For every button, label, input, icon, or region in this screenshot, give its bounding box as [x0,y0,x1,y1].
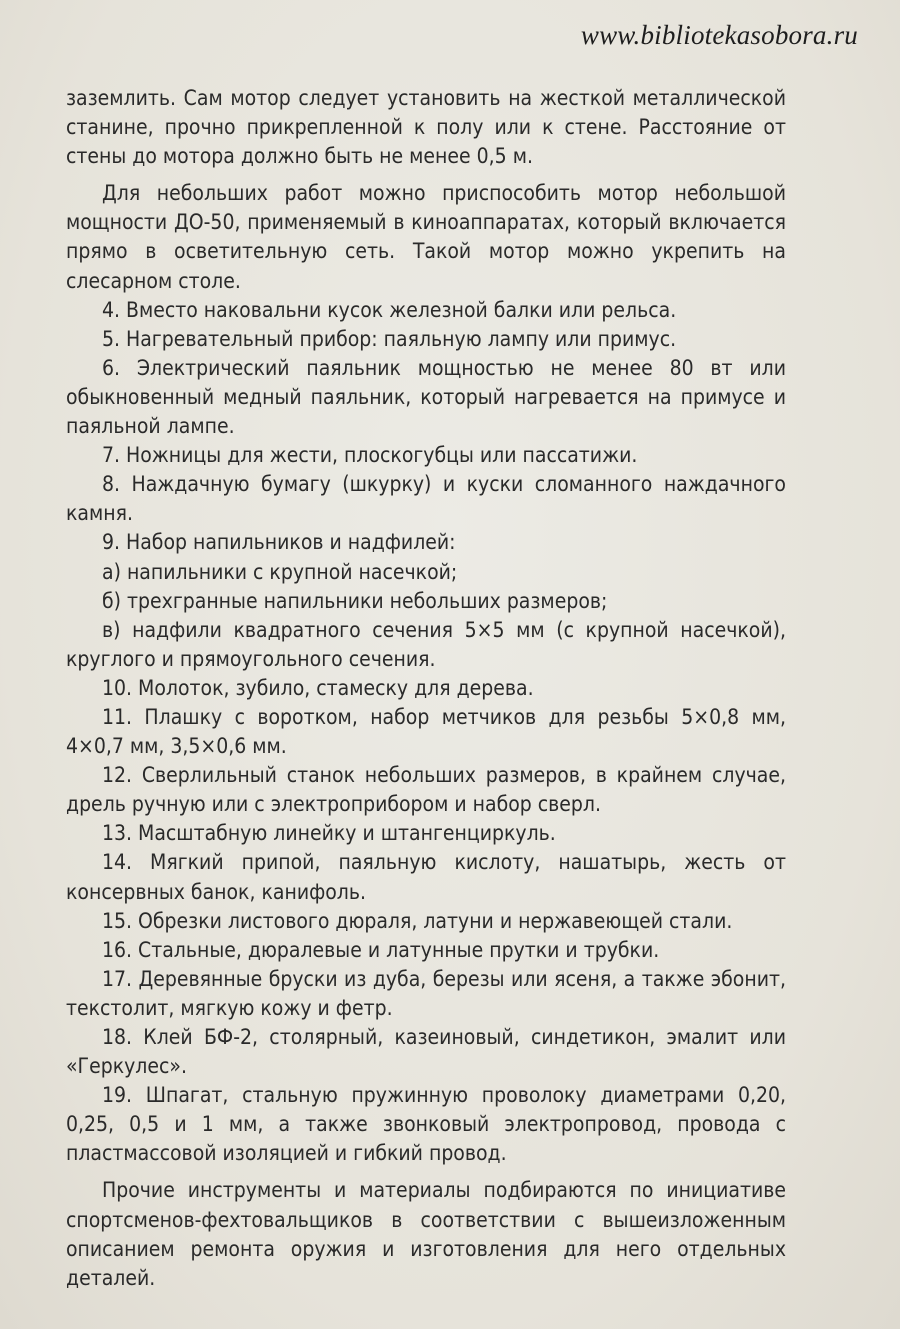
paragraph-closing: Прочие инструменты и материалы подбираются по инициативе спортсменов-фехтовальщиков в соответствии с вышеизложенным описанием ремонта оружия и изготовления для него отдельных деталей. [66,1178,786,1290]
list-item-13: 13. Масштабную линейку и штангенциркуль. [102,821,556,846]
list-item-17: 17. Деревянные бруски из дуба, березы или ясеня, а также эбонит, текстолит, мягкую кожу и фетр. [66,966,786,1020]
list-item-15: 15. Обрезки листового дюраля, латуни и нержавеющей стали. [102,908,733,933]
list-item-9: 9. Набор напильников и надфилей: [102,530,456,555]
page-body-text [66,84,786,1293]
list-subitem-a: а) напильники с крупной насечкой; [102,559,458,584]
list-item-19: 19. Шпагат, стальную пружинную проволоку диаметрами 0,20, 0,25, 0,5 и 1 мм, а также звонковый электропровод, провода с пластмассовой изоляцией и гибкий провод. [66,1083,786,1166]
watermark-url: www.bibliotekasobora.ru [580,20,858,50]
list-subitem-v: в) надфили квадратного сечения 5×5 мм (с крупной насечкой), круглого и прямоугольного сечения. [66,617,786,671]
list-item-7: 7. Ножницы для жести, плоскогубцы или пассатижи. [102,443,638,468]
list-item-6: 6. Электрический паяльник мощностью не менее 80 вт или обыкновенный медный паяльник, который нагревается на примусе и паяльной лампе. [66,355,786,439]
paragraph-motor: Для небольших работ можно приспособить мотор небольшой мощности ДО-50, применяемый в киноаппаратах, который включается прямо в осветительную сеть. Такой мотор можно укрепить на слесарном столе. [66,181,786,293]
list-item-16: 16. Стальные, дюралевые и латунные прутки и трубки. [102,937,660,962]
list-subitem-b: б) трехгранные напильники небольших размеров; [102,588,608,613]
list-item-11: 11. Плашку с воротком, набор метчиков для резьбы 5×0,8 мм, 4×0,7 мм, 3,5×0,6 мм. [66,704,786,759]
paragraph-continuation: заземлить. Сам мотор следует установить на жесткой металлической станине, прочно прикрепленной к полу или к стене. Расстояние от стены до мотора должно быть не менее 0,5 м. [66,86,786,169]
list-item-14: 14. Мягкий припой, паяльную кислоту, нашатырь, жесть от консервных банок, канифоль. [66,850,786,904]
list-item-12: 12. Сверлильный станок небольших размеров, в крайнем случае, дрель ручную или с электроприбором и набор сверл. [66,763,786,817]
list-item-10: 10. Молоток, зубило, стамеску для дерева. [102,675,534,700]
list-item-5: 5. Нагревательный прибор: паяльную лампу или примус. [102,326,677,351]
list-item-8: 8. Наждачную бумагу (шкурку) и куски сломанного наждачного камня. [66,472,786,526]
list-item-4: 4. Вместо наковальни кусок железной балки или рельса. [102,297,677,322]
list-item-18: 18. Клей БФ-2, столярный, казеиновый, синдетикон, эмалит или «Геркулес». [66,1025,786,1079]
